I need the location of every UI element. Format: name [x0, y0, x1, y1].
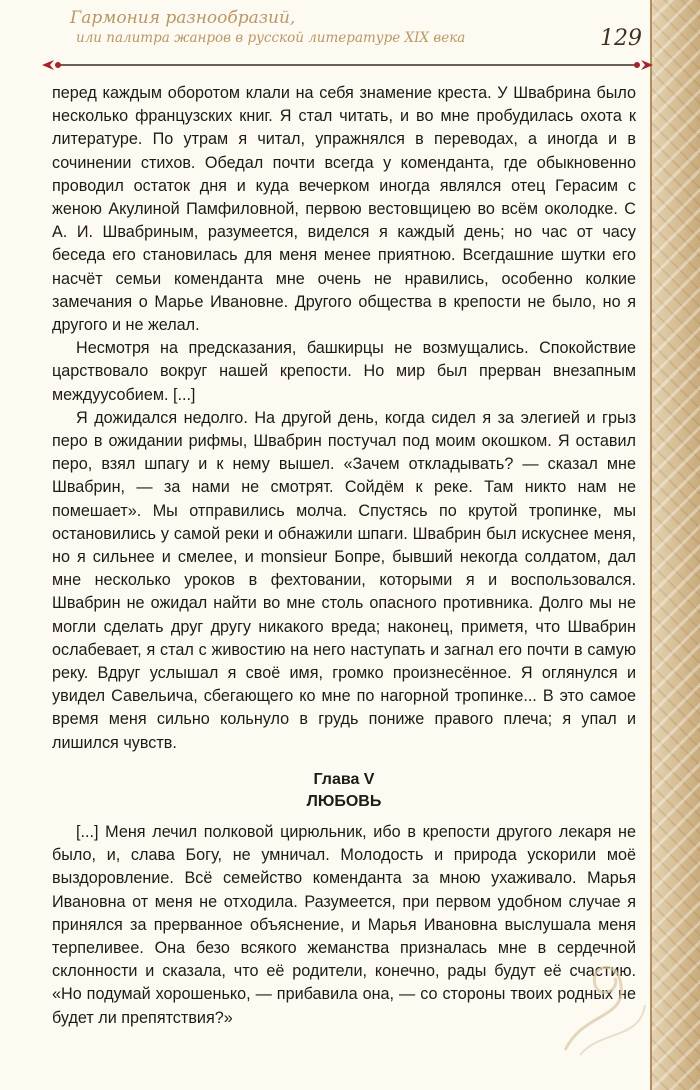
right-fleuron-icon [634, 60, 653, 70]
paragraph: перед каждым оборотом клали на себя знамение креста. У Швабрина было несколько французских книг. Я стал читать, и во мне пробудилась охота к литературе. По утрам я читал, упражнялся в переводах, а иногда и в сочинении стихов. Обедал почти всегда у коменданта, где обыкновенно проводил остаток дня и куда вечерком иногда являлся отец Герасим с женою Акулиной Памфиловной, первою вестовщицею во всём околодке. С А. И. Швабриным, разумеется, виделся я каждый день; но час от часу беседа его становилась для меня менее приятною. Всегдашние шутки его насчёт семьи коменданта мне очень не нравились, особенно колкие замечания о Марье Ивановне. Другого общества в крепости не было, но я другого и не желал. [52, 84, 636, 335]
corner-swirl-ornament [560, 950, 650, 1060]
chapter-number: Глава V [313, 770, 375, 788]
running-header [70, 8, 590, 48]
left-fleuron-icon [42, 60, 61, 70]
chapter-title: ЛЮБОВЬ [306, 792, 382, 810]
chapter-heading [52, 769, 636, 813]
page-number: 129 [600, 26, 642, 51]
paragraph: [...] Меня лечил полковой цирюльник, ибо в крепости другого лекаря не было, и, слава Богу, не умничал. Молодость и природа ускорили моё выздоровление. Всё семейство коменданта за мною ухаживало. Марья Ивановна от меня не отходила. Разумеется, при первом удобном случае я принялся за прерванное объяснение, и Марья Ивановна выслушала меня терпеливее. Она безо всякого жеманства призналась мне в сердечной склонности и сказала, что её родители, конечно, рады будут её счастию. «Но подумай хорошенько, — прибавила она, — со стороны твоих родных не будет ли препятствия?» [52, 822, 636, 1027]
decorative-border [650, 0, 700, 1090]
header-title-line2: или палитра жанров в русской литературе XIX века [76, 30, 466, 46]
paragraph: Я дожидался недолго. На другой день, когда сидел я за элегией и грыз перо в ожидании рифмы, Швабрин постучал под моим окошком. Я оставил перо, взял шпагу и к нему вышел. «Зачем откладывать? — сказал мне Швабрин, — за нами не смотрят. Сойдём к реке. Там никто нам не помешает». Мы отправились молча. Спустясь по крутой тропинке, мы остановились у самой реки и обнажили шпаги. Швабрин был искуснее меня, но я сильнее и смелее, и monsieur Бопре, бывший некогда солдатом, дал мне несколько уроков в фехтовании, которыми я и воспользовался. Швабрин не ожидал найти во мне столь опасного противника. Долго мы не могли сделать друг другу никакого вреда; наконец, приметя, что Швабрин ослабевает, я стал с живостию на него наступать и загнал его почти в самую реку. Вдруг услышал я своё имя, громко произнесённое. Я оглянулся и увидел Савельича, сбегающего ко мне по нагорной тропинке... В это самое время меня сильно кольнуло в грудь пониже правого плеча; я упал и лишился чувств. [52, 408, 636, 752]
paragraph: Несмотря на предсказания, башкирцы не возмущались. Спокойствие царствовало вокруг нашей крепости. Но мир был прерван внезапным междуусобием. [...] [52, 339, 636, 404]
header-title-line1: Гармония разнообразий, [70, 8, 296, 28]
main-text [52, 82, 636, 1030]
header-ornament-rule [40, 57, 655, 73]
